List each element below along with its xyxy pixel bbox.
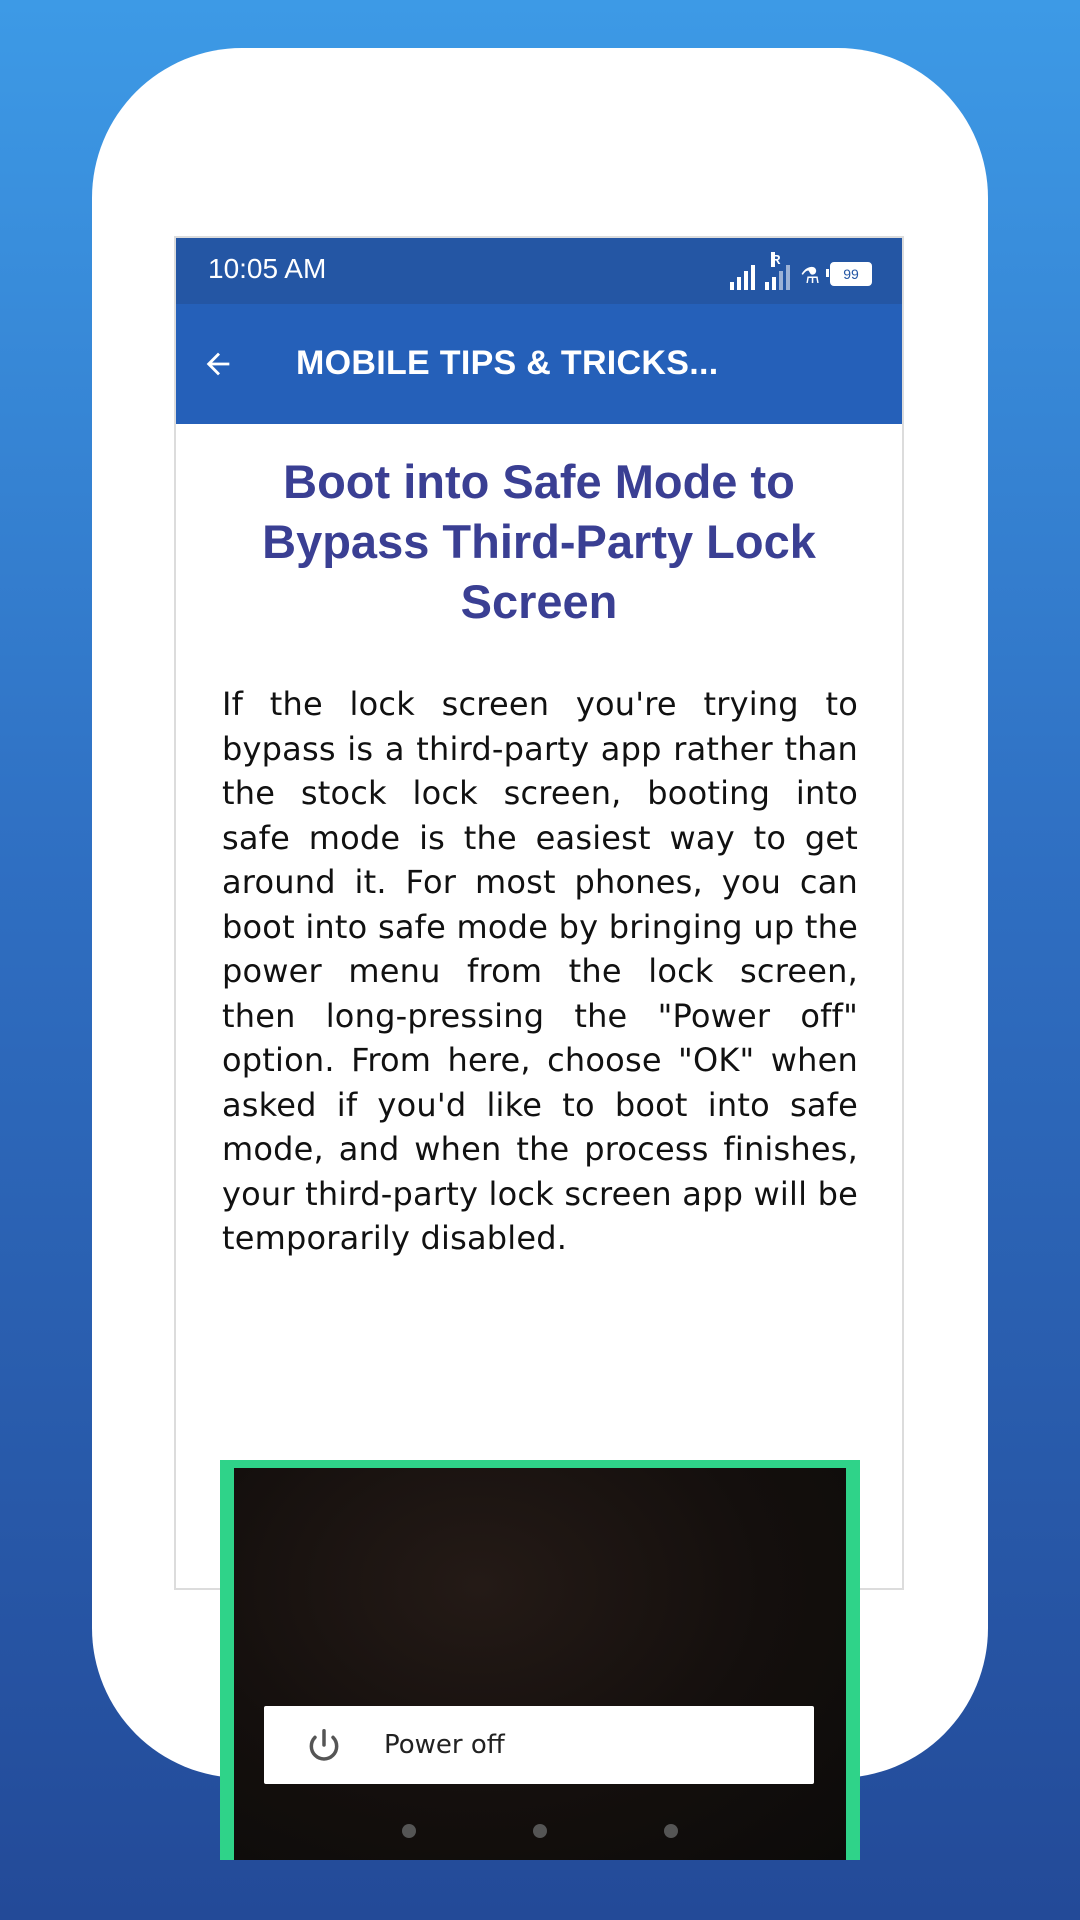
back-button[interactable] — [194, 340, 242, 388]
nav-dot — [533, 1824, 547, 1838]
signal-icon — [730, 262, 755, 290]
power-off-dialog — [264, 1706, 814, 1784]
flask-icon: ⚗ — [800, 263, 820, 288]
status-time: 10:05 AM — [208, 253, 327, 284]
article-body: If the lock screen you're trying to bypass is a third-party app rather than the stock lock screen, booting into safe mode is the easiest way to get around it. For most phones, you can boot into safe mode by bringing up the power menu from the lock screen, then long-pressing the "Power off" option. From here, choose "OK" when asked if you'd like to boot into safe mode, and when the process finishes, your third-party lock screen app will be temporarily disabled. — [222, 685, 858, 1257]
nav-dot — [402, 1824, 416, 1838]
battery-icon — [830, 262, 872, 286]
signal-roaming-icon — [765, 252, 790, 290]
roaming-indicator: R — [771, 252, 781, 267]
power-off-label: Power off — [384, 1730, 505, 1760]
article-image — [220, 1460, 860, 1860]
app-title: MOBILE TIPS & TRICKS... — [296, 344, 719, 382]
nav-dot — [664, 1824, 678, 1838]
image-screenshot — [234, 1468, 846, 1860]
article-content[interactable] — [176, 424, 902, 1760]
battery-level: 99 — [843, 266, 859, 282]
phone-screen — [174, 236, 904, 1760]
power-icon — [304, 1725, 344, 1765]
article-title: Boot into Safe Mode to Bypass Third-Party Lock Screen — [262, 455, 816, 628]
status-icons — [730, 250, 872, 290]
nav-dots — [234, 1824, 846, 1838]
arrow-left-icon — [201, 347, 235, 381]
app-bar — [176, 304, 902, 424]
status-bar — [176, 238, 902, 304]
